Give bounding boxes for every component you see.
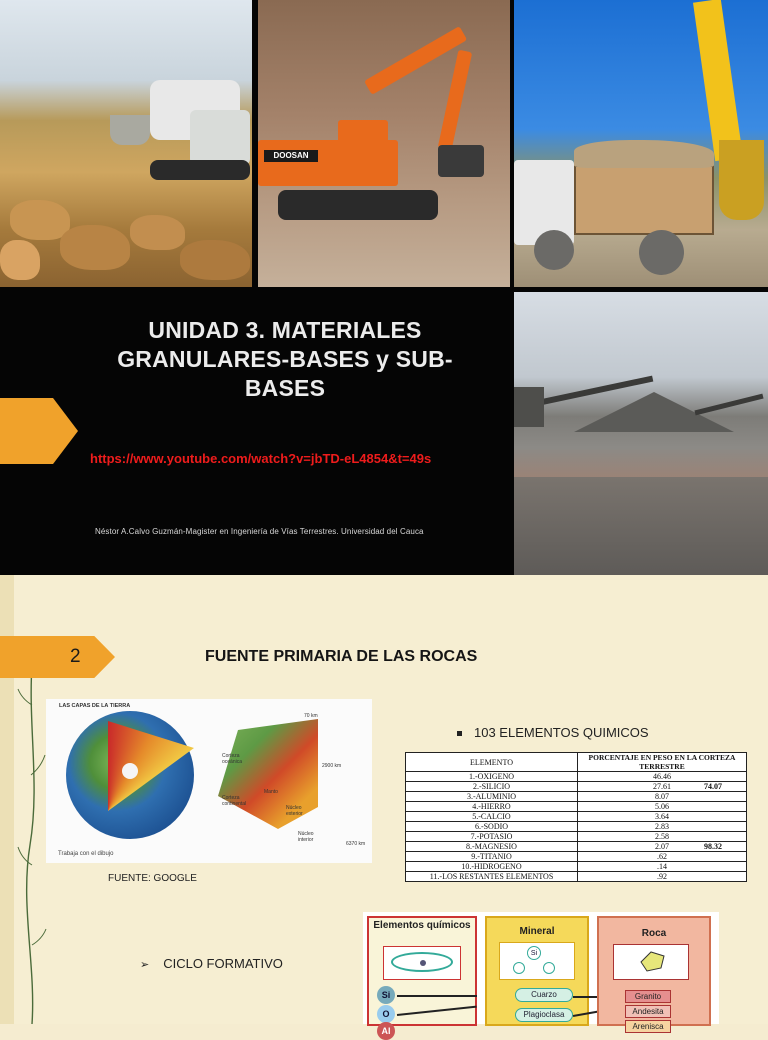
element-name-cell: 5.-CALCIO (406, 812, 578, 822)
earth-footer: Trabaja con el dibujo (58, 851, 114, 857)
label-nucleo-exterior: Núcleo exterior (286, 805, 303, 817)
element-name-cell: 7.-POTASIO (406, 832, 578, 842)
column-elements (367, 916, 477, 1036)
element-pct-cell (578, 832, 747, 842)
element-pct-cell (578, 842, 747, 852)
mineral-cuarzo: Cuarzo (515, 988, 573, 1002)
pct-value: .14 (657, 862, 667, 871)
header-porcentaje: PORCENTAJE EN PESO EN LA CORTEZA TERRESTRE (578, 753, 747, 772)
element-name-cell: 9.-TITANIO (406, 852, 578, 862)
element-pct-cell (578, 812, 747, 822)
column-roca (597, 916, 711, 1031)
pct-value: .92 (657, 872, 667, 881)
quarry-excavator-photo (0, 0, 252, 287)
element-name-cell: 6.-SODIO (406, 822, 578, 832)
pct-value: 8.07 (655, 792, 669, 801)
pct-value: 2.07 (655, 842, 669, 851)
elements-table (405, 752, 747, 882)
table-row (406, 792, 747, 802)
table-row (406, 872, 747, 882)
table-row (406, 782, 747, 792)
doosan-logo: DOOSAN (264, 150, 318, 162)
aggregate-plant-photo (514, 292, 768, 575)
column-mineral-title: Mineral (519, 926, 555, 937)
label-depth-2900: 2900 km (322, 763, 342, 769)
inner-core (122, 763, 138, 779)
element-o: O (377, 1005, 395, 1023)
rock-andesita: Andesita (625, 1005, 671, 1018)
pct-value: 46.46 (653, 772, 671, 781)
slide-number-tab (0, 636, 115, 678)
table-row (406, 852, 747, 862)
element-pct-cell (578, 772, 747, 782)
dump-truck-loading-photo (514, 0, 768, 287)
rock-arenisca: Arenisca (625, 1020, 671, 1033)
arrow-bullet-icon: ➢ (140, 959, 150, 971)
table-header (406, 753, 747, 772)
cumulative-value: 98.32 (704, 842, 722, 851)
image-source: FUENTE: GOOGLE (108, 873, 197, 884)
slide-number: 2 (70, 646, 81, 667)
table-row (406, 842, 747, 852)
square-bullet-icon (457, 731, 462, 736)
pct-value: 27.61 (653, 782, 671, 791)
column-roca-title: Roca (641, 928, 667, 939)
element-name-cell: 4.-HIERRO (406, 802, 578, 812)
element-name-cell: 8.-MAGNESIO (406, 842, 578, 852)
mineral-plagioclasa: Plagioclasa (515, 1008, 573, 1022)
element-al: Al (377, 1022, 395, 1040)
element-pct-cell (578, 802, 747, 812)
author-credit: Néstor A.Calvo Guzmán-Magister en Ingeniería de Vías Terrestres. Universidad del Cauca (95, 527, 424, 536)
ciclo-text: CICLO FORMATIVO (163, 956, 283, 971)
element-name-cell: 3.-ALUMINIO (406, 792, 578, 802)
rock-granito: Granito (625, 990, 671, 1003)
doosan-excavator-photo (258, 0, 510, 287)
table-row (406, 832, 747, 842)
element-pct-cell (578, 852, 747, 862)
oxygen-icon (513, 962, 525, 974)
element-name-cell: 11.-LOS RESTANTES ELEMENTOS (406, 872, 578, 882)
label-nucleo-interior: Núcleo interior (298, 831, 314, 843)
element-si: Si (377, 986, 395, 1004)
youtube-link[interactable]: https://www.youtube.com/watch?v=jbTD-eL4854&t=49s (90, 451, 432, 466)
element-pct-cell (578, 792, 747, 802)
table-row (406, 862, 747, 872)
pct-value: 5.06 (655, 802, 669, 811)
oxygen-icon (543, 962, 555, 974)
column-elements-title: Elementos químicos (373, 920, 471, 931)
element-pct-cell (578, 822, 747, 832)
element-name-cell: 1.-OXIGENO (406, 772, 578, 782)
element-name-cell: 2.-SILICIO (406, 782, 578, 792)
slide-title: UNIDAD 3. MATERIALES GRANULARES-BASES y SUB-BASES (117, 317, 453, 401)
table-row (406, 802, 747, 812)
label-depth-6370: 6370 km (346, 841, 366, 847)
table-row (406, 812, 747, 822)
table-row (406, 822, 747, 832)
label-manto: Manto (264, 789, 278, 795)
bullet-ciclo (140, 956, 283, 971)
label-corteza-oceanica: Corteza oceánica (222, 753, 243, 765)
slide-title: FUENTE PRIMARIA DE LAS ROCAS (205, 648, 478, 665)
earth-caption: LAS CAPAS DE LA TIERRA (59, 703, 131, 709)
bullet-elements (457, 725, 649, 740)
bullet-text: 103 ELEMENTOS QUIMICOS (474, 725, 649, 740)
element-pct-cell (578, 782, 747, 792)
content-slide (0, 575, 768, 1036)
table-row (406, 772, 747, 782)
earth-layers-image (46, 699, 372, 863)
rock-cycle-diagram (363, 912, 719, 1036)
element-pct-cell (578, 872, 747, 882)
column-mineral (485, 916, 589, 1026)
pct-value: 2.58 (655, 832, 669, 841)
pct-value: 3.64 (655, 812, 669, 821)
label-depth-70: 70 km (304, 713, 318, 719)
rock-icon (637, 948, 667, 974)
section-marker (0, 398, 78, 464)
cumulative-value: 74.07 (704, 782, 722, 791)
pct-value: 2.83 (655, 822, 669, 831)
mineral-si-icon: Si (527, 946, 541, 960)
label-corteza-continental: Corteza continental (222, 795, 247, 807)
header-elemento: ELEMENTO (406, 753, 578, 772)
element-pct-cell (578, 862, 747, 872)
element-name-cell: 10.-HIDROGENO (406, 862, 578, 872)
pct-value: .62 (657, 852, 667, 861)
